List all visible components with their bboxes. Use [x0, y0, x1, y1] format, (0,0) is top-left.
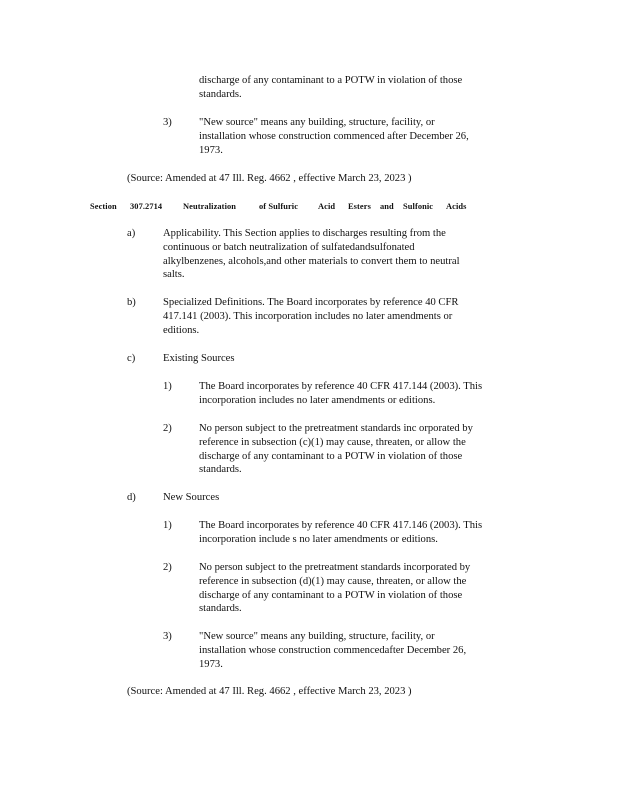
item-label: 3)	[163, 631, 172, 642]
continued-paragraph: discharge of any contaminant to a POTW in violation of those standards.	[199, 75, 463, 100]
new-source-definition: "New source" means any building, structure, facility, or installation whose construction commenced after December 26, 1973.	[199, 117, 469, 156]
item-label: 3)	[163, 117, 172, 128]
source-note: (Source: Amended at 47 Ill. Reg. 4662 , effective March 23, 2023 )	[127, 173, 412, 184]
section-prefix: Section	[90, 202, 117, 211]
section-title-word: and	[380, 202, 394, 211]
subsection-heading: New Sources	[163, 492, 220, 503]
prohibition-paragraph: No person subject to the pretreatment standards inc orporated by reference in subsection (c)(1) may cause, threaten, or allow the discharge of any contaminant to a POTW in violation of those standards.	[199, 423, 473, 476]
prohibition-paragraph: No person subject to the pretreatment standards incorporated by reference in subsection (d)(1) may cause, threaten, or allow the discharge of any contaminant to a POTW in violation of those standards.	[199, 562, 471, 615]
section-title-word: Esters	[348, 202, 371, 211]
incorporation-paragraph: The Board incorporates by reference 40 CFR 417.146 (2003). This incorporation include s no later amendments or editions.	[199, 520, 483, 545]
subsection-heading: Existing Sources	[163, 353, 235, 364]
subsection-label: d)	[127, 492, 136, 503]
section-title-word: Acid	[318, 202, 336, 211]
item-label: 1)	[163, 520, 172, 531]
item-label: 1)	[163, 381, 172, 392]
section-title-word: Acids	[446, 202, 467, 211]
item-label: 2)	[163, 423, 172, 434]
applicability-paragraph: Applicability. This Section applies to discharges resulting from the continuous or batch neutralization of sulfatedandsulfonated alkylbenzenes, alcohols,and other materials to convert them to neutral salts.	[163, 228, 460, 281]
source-note: (Source: Amended at 47 Ill. Reg. 4662 , effective March 23, 2023 )	[127, 686, 412, 697]
section-title-word: of Sulfuric	[259, 202, 299, 211]
subsection-label: c)	[127, 353, 136, 364]
subsection-label: a)	[127, 228, 136, 239]
section-number: 307.2714	[130, 202, 163, 211]
definitions-paragraph: Specialized Definitions. The Board incorporates by reference 40 CFR 417.141 (2003). This incorporation includes no later amendments or editions.	[163, 297, 459, 336]
section-title-word: Neutralization	[183, 202, 237, 211]
section-title-word: Sulfonic	[403, 202, 434, 211]
item-label: 2)	[163, 562, 172, 573]
subsection-label: b)	[127, 297, 136, 308]
incorporation-paragraph: The Board incorporates by reference 40 CFR 417.144 (2003). This incorporation includes no later amendments or editions.	[199, 381, 483, 406]
new-source-definition: "New source" means any building, structure, facility, or installation whose construction commencedafter December 26, 1973.	[199, 631, 467, 670]
